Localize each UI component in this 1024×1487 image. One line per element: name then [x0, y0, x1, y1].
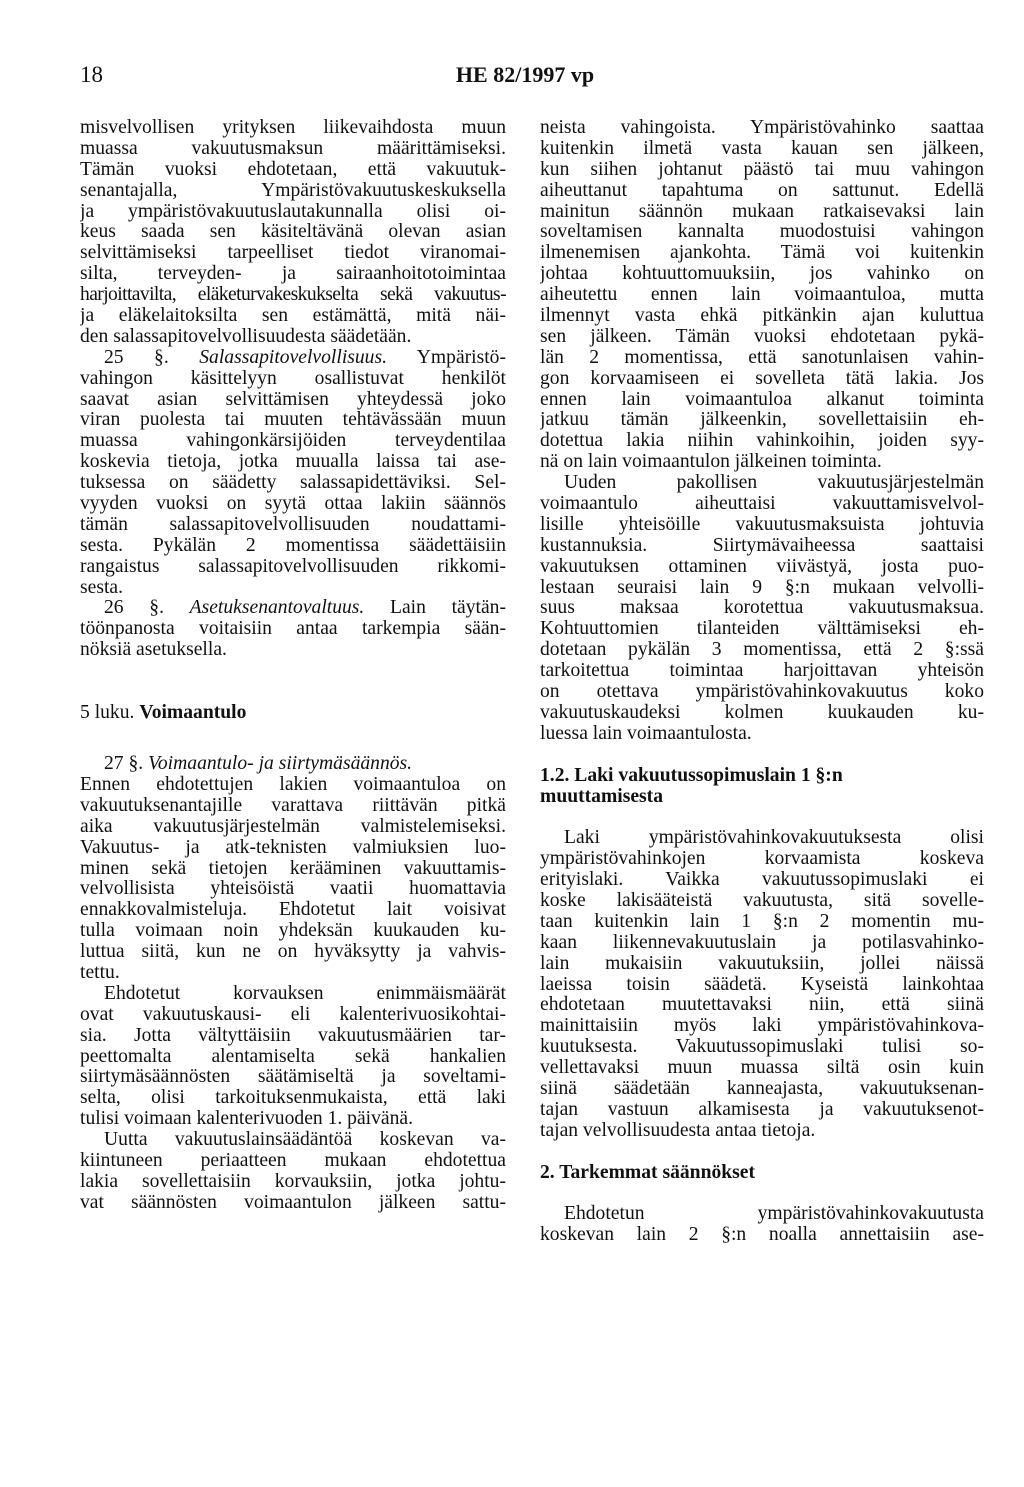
text-line: luessa lain voimaantulosta.	[540, 723, 752, 744]
text-line: tettu.	[80, 962, 120, 983]
paragraph-uuden	[540, 473, 984, 745]
spacer	[540, 1142, 984, 1163]
text-line: ilmennyt vasta ehkä pitkänkin ajan kuluttua	[540, 306, 984, 327]
text-line: kuutuksesta. Vakuutussopimuslaki tulisi so-	[540, 1037, 984, 1058]
text-line: Ehdotetun ympäristövahinkovakuutusta	[564, 1204, 984, 1225]
section-number: 25 §.	[104, 347, 169, 368]
text-line: Uutta vakuutuslainsäädäntöä koskevan va-	[104, 1130, 506, 1151]
spacer	[80, 661, 506, 691]
text-line: voimaantulo aiheuttaisi vakuuttamisvelvol-	[540, 494, 984, 515]
section-heading-1-2	[540, 766, 984, 808]
section-heading-2: 2. Tarkemmat säännökset	[540, 1161, 756, 1183]
text-line: Ehdotetut korvauksen enimmäismäärät	[104, 983, 506, 1004]
spacer	[80, 724, 506, 754]
right-column	[540, 118, 984, 1246]
text-line: ehdotetaan muutettavaksi niin, että siinä	[540, 995, 984, 1016]
text-line: sesta.	[80, 577, 123, 598]
text-line: tuksessa on säädetty salassapidettäviksi. Sel-	[80, 473, 506, 494]
section-heading-line: muuttamisesta	[540, 785, 663, 807]
text-line: neista vahingoista. Ympäristövahinko saattaa	[540, 118, 984, 138]
section-heading-line: 1.2. Laki vakuutussopimuslain 1 §:n	[540, 764, 843, 786]
text-line: silta, terveyden- ja sairaanhoitotoimintaa	[80, 264, 506, 285]
text-line: siirtymäsäännösten säätämiseltä ja soveltami-	[80, 1067, 506, 1088]
section-25	[80, 348, 506, 599]
text-line: ovat vakuutuskausi- eli kalenterivuosikohtai-	[80, 1004, 506, 1025]
text-line: koske lakisääteistä vakuutusta, sitä sovelle-	[540, 890, 984, 911]
text-line: peettomalta alentamiselta sekä hankalien	[80, 1046, 506, 1067]
text-line: muassa vahingonkärsijöiden terveydentilaa	[80, 431, 506, 452]
text-line: kustannuksia. Siirtymävaiheessa saattaisi	[540, 535, 984, 556]
text-line: ja eläkelaitoksilta sen estämättä, mitä näi-	[80, 306, 506, 327]
text-line: kun siihen johtanut päästö tai muu vahingon	[540, 159, 984, 180]
text-line: Vakuutus- ja atk-teknisten valmiuksien luo-	[80, 837, 506, 858]
section-title: Salassapitovelvollisuus.	[199, 347, 388, 368]
chapter-label: 5 luku.	[80, 702, 135, 724]
text-line: suus maksaa korotettua vakuutusmaksua.	[540, 598, 984, 619]
text-line: Kohtuuttomien tilanteiden välttämiseksi eh-	[540, 619, 984, 640]
text-line: Uuden pakollisen vakuutusjärjestelmän	[564, 473, 984, 494]
text-line: vahingon käsittelyyn osallistuvat henkilöt	[80, 368, 506, 389]
spacer	[540, 745, 984, 766]
text-line: vyyden vuoksi on syytä ottaa lakiin säännös	[80, 494, 506, 515]
paragraph-continuation	[540, 118, 984, 473]
text-line: vakuutuksenantajille varattava riittävän pitkä	[80, 795, 506, 816]
text-line: tajan velvollisuudesta antaa tietoja.	[540, 1120, 816, 1141]
text-line: ilmenemisen ajankohta. Tämä voi kuitenkin	[540, 243, 984, 264]
text-line: tarkoitettua toimintaa harjoittavan yhteisön	[540, 661, 984, 682]
text-line: soveltamisen kannalta muodostuisi vahingon	[540, 222, 984, 243]
text-line: aiheutettu ennen lain voimaantuloa, mutta	[540, 285, 984, 306]
text-line: lestaan seuraisi lain 9 §:n mukaan velvolli-	[540, 577, 984, 598]
chapter-heading	[80, 703, 506, 724]
paragraph-korvaukset	[80, 984, 506, 1130]
section-heading-line	[80, 598, 506, 619]
text-line: ympäristövahinkojen korvaamista koskeva	[540, 849, 984, 870]
text-line: Tämän vuoksi ehdotetaan, että vakuutuk-	[80, 159, 506, 180]
paragraph-uutta	[80, 1130, 506, 1214]
text-line: selta, olisi tarkoituksenmukaista, että laki	[80, 1088, 506, 1109]
text-line: on otettava ympäristövahinkovakuutus koko	[540, 682, 984, 703]
paragraph-intro	[80, 118, 506, 348]
paragraph-ehdotetun	[540, 1204, 984, 1246]
text-line: erityislaki. Vaikka vakuutussopimuslaki ei	[540, 870, 984, 891]
text-line: viran puolesta tai muuten tehtävässään muun	[80, 410, 506, 431]
text-line: ennakkovalmisteluja. Ehdotetut lait voisivat	[80, 900, 506, 921]
text-line: tulla voimaan noin yhdeksän kuukauden ku-	[80, 921, 506, 942]
text-line: Ennen ehdotettujen lakien voimaantuloa on	[80, 774, 506, 795]
text-line: kaan liikennevakuutuslain ja potilasvahinko-	[540, 932, 984, 953]
text-line: koskevia tietoja, jotka muualla laissa tai ase-	[80, 452, 506, 473]
text-line: minen sekä tietojen kerääminen vakuuttamis-	[80, 858, 506, 879]
text-line: vat säännösten voimaantulon jälkeen sattu-	[80, 1192, 506, 1213]
text-line: tajan vastuun alkamisesta ja vakuutuksenot-	[540, 1099, 984, 1120]
left-column	[80, 118, 506, 1214]
text-line: ja ympäristövakuutuslautakunnalla olisi oi-	[80, 201, 506, 222]
section-26	[80, 598, 506, 661]
text-line: aiheuttanut tapahtuma on sattunut. Edellä	[540, 180, 984, 201]
text-line: luttua siitä, kun ne on hyväksytty ja vahvis-	[80, 942, 506, 963]
text-line: taan kuitenkin lain 1 §:n 2 momentin mu-	[540, 911, 984, 932]
section-title: Voimaantulo- ja siirtymäsäännös.	[148, 754, 413, 775]
document-reference: HE 82/1997 vp	[455, 62, 595, 87]
text-line: siinä säädetään kanneajasta, vakuutuksenan-	[540, 1078, 984, 1099]
text-line: kuitenkin ilmetä vasta kauan sen jälkeen,	[540, 138, 984, 159]
text-line: tämän salassapitovelvollisuuden noudattami-	[80, 514, 506, 535]
text-line: selvittämiseksi tarpeelliset tiedot viranomai-	[80, 243, 506, 264]
text-line: saavat asian selvittämisen yhteydessä joko	[80, 389, 506, 410]
text-line: laeissa toisin säädetä. Kyseistä lainkohtaa	[540, 974, 984, 995]
page-number: 18	[80, 62, 103, 87]
text-line: vellettavaksi muun muassa siltä osin kuin	[540, 1058, 984, 1079]
spacer	[540, 1183, 984, 1204]
text-line: sen jälkeen. Tämän vuoksi ehdotetaan pykä-	[540, 326, 984, 347]
text-line: mainitun säännön mukaan ratkaisevaksi lain	[540, 201, 984, 222]
text-line: ennen lain voimaantuloa alkanut toiminta	[540, 389, 984, 410]
section-title: Asetuksenantovaltuus.	[189, 598, 365, 619]
paragraph-laki	[540, 828, 984, 1141]
text-line: velvollisista yhteisöistä vaatii huomattavia	[80, 879, 506, 900]
page-header	[80, 62, 982, 102]
text-line: jatkuu tämän jälkeenkin, sovellettaisiin eh-	[540, 410, 984, 431]
text-line: lain mukaisiin vakuutuksiin, jollei näissä	[540, 953, 984, 974]
text-line: mainittaisiin myös laki ympäristövahinkova-	[540, 1016, 984, 1037]
spacer	[540, 807, 984, 828]
text-line: muassa vakuutusmaksun määrittämiseksi.	[80, 138, 506, 159]
text-line: tulisi voimaan kalenterivuoden 1. päivänä.	[80, 1109, 413, 1130]
text-line: dotetaan pykälän 3 momentissa, että 2 §:ssä	[540, 640, 984, 661]
text-line: gon korvaamiseen ei sovelleta tätä lakia. Jos	[540, 368, 984, 389]
text-line: johtaa kohtuuttomuuksiin, jos vahinko on	[540, 264, 984, 285]
text-line: rangaistus salassapitovelvollisuuden rikkomi-	[80, 556, 506, 577]
text-line: senantajalla, Ympäristövakuutuskeskuksella	[80, 180, 506, 201]
text-line: vakuutuskaudeksi kolmen kuukauden ku-	[540, 702, 984, 723]
text-line: nöksiä asetuksella.	[80, 640, 227, 661]
text-line: nä on lain voimaantulon jälkeinen toiminta.	[540, 452, 882, 473]
text-line: aika vakuutusjärjestelmän valmistelemiseksi.	[80, 816, 506, 837]
text-fragment: Ympäristö-	[416, 347, 506, 368]
text-line: vakuutuksen ottaminen viivästyä, josta puo-	[540, 556, 984, 577]
text-line: koskevan lain 2 §:n noalla annettaisiin ase-	[540, 1225, 984, 1246]
text-line: misvelvollisen yrityksen liikevaihdosta muun	[80, 118, 506, 138]
text-line: sesta. Pykälän 2 momentissa säädettäisiin	[80, 535, 506, 556]
section-heading-line	[80, 348, 506, 369]
chapter-title: Voimaantulo	[139, 702, 247, 724]
text-line: lisille yhteisöille vakuutusmaksuista johtuvia	[540, 514, 984, 535]
section-heading-line	[80, 754, 506, 775]
text-line: den salassapitovelvollisuudesta säädetään.	[80, 326, 412, 347]
text-line: dotettua lakia niihin vahinkoihin, joiden syy-	[540, 431, 984, 452]
text-line: lakia sovellettaisiin korvauksiin, jotka johtu-	[80, 1171, 506, 1192]
text-line: töönpanosta voitaisiin antaa tarkempia sään-	[80, 619, 506, 640]
section-number: 26 §.	[104, 598, 164, 619]
text-fragment: Lain täytän-	[390, 598, 506, 619]
section-number: 27 §.	[104, 754, 144, 775]
text-line: keus saada sen käsiteltävänä olevan asian	[80, 222, 506, 243]
text-line: län 2 momentissa, että sanotunlaisen vahin-	[540, 347, 984, 368]
text-line: kiintuneen periaatteen mukaan ehdotettua	[80, 1150, 506, 1171]
text-line: Laki ympäristövahinkovakuutuksesta olisi	[564, 828, 984, 849]
section-27	[80, 754, 506, 984]
text-line: harjoittavilta, eläketurvakeskukselta sekä vakuutus-	[80, 285, 506, 306]
text-line: sia. Jotta vältyttäisiin vakuutusmäärien tar-	[80, 1025, 506, 1046]
